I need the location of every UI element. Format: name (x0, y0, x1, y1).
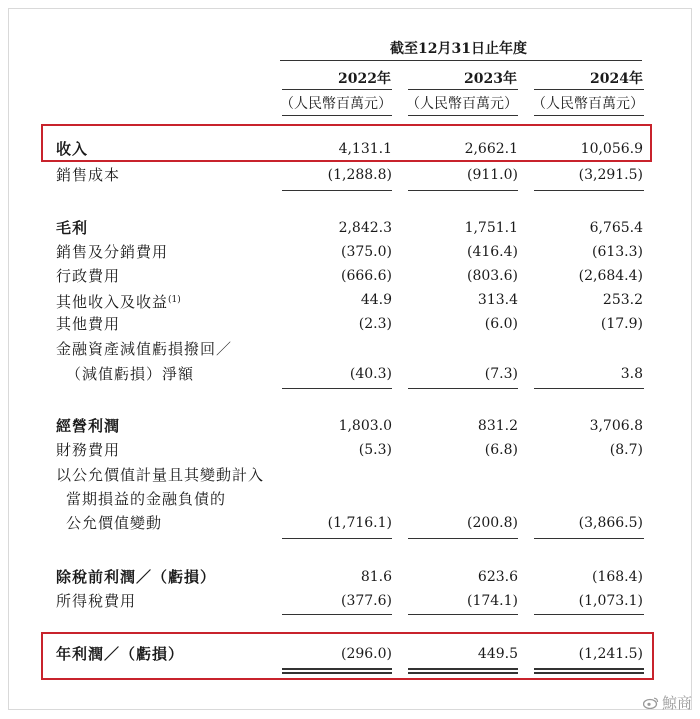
row-label: 銷售成本 (56, 166, 121, 184)
header-rule-2024 (534, 89, 644, 90)
row-label-text: 其他收入及收益 (56, 293, 169, 311)
value-2022: 4,131.1 (338, 141, 392, 157)
value-2023: (6.8) (484, 442, 518, 458)
value-2022: (1,288.8) (327, 167, 392, 183)
table-row-admin-expenses (0, 265, 700, 287)
value-2023: 1,751.1 (464, 220, 518, 236)
value-2022: (375.0) (340, 244, 392, 260)
table-row-fair-value-line1 (0, 464, 700, 486)
table-row-profit-before-tax (0, 566, 700, 588)
subtotal-rule-2023 (408, 614, 518, 615)
table-row-other-income (0, 289, 700, 311)
watermark-text: 鯨商 (661, 694, 692, 712)
year-header-2023: 2023年 (464, 71, 517, 87)
value-2022: 2,842.3 (338, 220, 392, 236)
unit-rule-2022 (282, 115, 392, 116)
row-label: 公允價值變動 (66, 514, 163, 532)
table-row-other-expenses (0, 313, 700, 335)
value-2024: (2,684.4) (578, 268, 643, 284)
subtotal-rule-2023 (408, 388, 518, 389)
period-header: 截至12月31日止年度 (390, 41, 527, 57)
table-row-impairment-line1 (0, 338, 700, 360)
value-2024: 6,765.4 (589, 220, 643, 236)
value-2023: 623.6 (477, 569, 518, 585)
value-2023: 2,662.1 (464, 141, 518, 157)
table-row-finance-costs (0, 439, 700, 461)
unit-rule-2024 (534, 115, 644, 116)
row-label: 毛利 (56, 219, 89, 237)
unit-label-2023: （人民幣百萬元） (406, 96, 518, 112)
row-label: 經營利潤 (56, 417, 121, 435)
row-label: 年利潤／（虧損） (56, 645, 185, 663)
value-2022: (40.3) (349, 366, 392, 382)
row-label: 金融資產減值虧損撥回／ (56, 340, 233, 358)
value-2024: (17.9) (600, 316, 643, 332)
unit-rule-2023 (408, 115, 518, 116)
subtotal-rule-2024 (534, 190, 644, 191)
row-label: 銷售及分銷費用 (56, 243, 169, 261)
value-2022: (666.6) (340, 268, 392, 284)
subtotal-rule-2024 (534, 388, 644, 389)
row-label: 財務費用 (56, 441, 121, 459)
value-2024: 3,706.8 (589, 418, 643, 434)
value-2023: (200.8) (466, 515, 518, 531)
table-row-fair-value-change (0, 512, 700, 534)
value-2023: (803.6) (466, 268, 518, 284)
value-2024: (168.4) (591, 569, 643, 585)
value-2024: (613.3) (591, 244, 643, 260)
value-2023: 449.5 (477, 646, 518, 662)
value-2024: (1,073.1) (578, 593, 643, 609)
subtotal-rule-2022 (282, 614, 392, 615)
value-2023: (911.0) (466, 167, 518, 183)
period-header-rule (280, 60, 642, 61)
subtotal-rule-2024 (534, 614, 644, 615)
value-2022: 81.6 (360, 569, 392, 585)
profit-highlight-box (41, 632, 654, 680)
subtotal-rule-2022 (282, 388, 392, 389)
value-2024: 3.8 (620, 366, 643, 382)
value-2023: 831.2 (477, 418, 518, 434)
year-header-2024: 2024年 (590, 71, 643, 87)
table-row-operating-profit (0, 415, 700, 437)
footnote-marker: (1) (168, 295, 181, 305)
value-2022: 1,803.0 (338, 418, 392, 434)
year-header-2022: 2022年 (338, 71, 391, 87)
value-2023: 313.4 (477, 292, 518, 308)
row-label: 以公允價值計量且其變動計入 (56, 466, 265, 484)
table-row-selling-distribution (0, 241, 700, 263)
value-2022: (2.3) (358, 316, 392, 332)
row-label: 行政費用 (56, 267, 121, 285)
row-label: 當期損益的金融負債的 (66, 490, 227, 508)
value-2022: (296.0) (340, 646, 392, 662)
value-2024: (3,866.5) (578, 515, 643, 531)
watermark (643, 692, 692, 713)
value-2024: 253.2 (602, 292, 643, 308)
subtotal-rule-2023 (408, 538, 518, 539)
row-label: 除稅前利潤／（虧損） (56, 568, 217, 586)
value-2024: (3,291.5) (578, 167, 643, 183)
value-2023: (6.0) (484, 316, 518, 332)
value-2023: (174.1) (466, 593, 518, 609)
row-label: 其他費用 (56, 315, 121, 333)
row-label: 收入 (56, 140, 89, 158)
value-2024: (8.7) (609, 442, 643, 458)
subtotal-rule-2024 (534, 538, 644, 539)
table-row-cost-of-sales (0, 164, 700, 186)
value-2023: (7.3) (484, 366, 518, 382)
revenue-highlight-box (41, 124, 652, 162)
unit-label-2022: （人民幣百萬元） (280, 96, 392, 112)
table-row-impairment (0, 363, 700, 385)
value-2022: (5.3) (358, 442, 392, 458)
row-label: （減值虧損）淨額 (66, 365, 195, 383)
value-2022: 44.9 (360, 292, 392, 308)
table-row-gross-profit (0, 217, 700, 239)
value-2024: 10,056.9 (580, 141, 643, 157)
table-row-income-tax (0, 590, 700, 612)
table-row-fair-value-line2 (0, 488, 700, 510)
row-label: 所得稅費用 (56, 592, 137, 610)
header-rule-2023 (408, 89, 518, 90)
unit-label-2024: （人民幣百萬元） (532, 96, 644, 112)
value-2022: (377.6) (340, 593, 392, 609)
subtotal-rule-2023 (408, 190, 518, 191)
header-rule-2022 (282, 89, 392, 90)
row-label (56, 289, 181, 313)
value-2023: (416.4) (466, 244, 518, 260)
value-2024: (1,241.5) (578, 646, 643, 662)
value-2022: (1,716.1) (327, 515, 392, 531)
weibo-logo-icon (643, 696, 659, 709)
subtotal-rule-2022 (282, 190, 392, 191)
subtotal-rule-2022 (282, 538, 392, 539)
